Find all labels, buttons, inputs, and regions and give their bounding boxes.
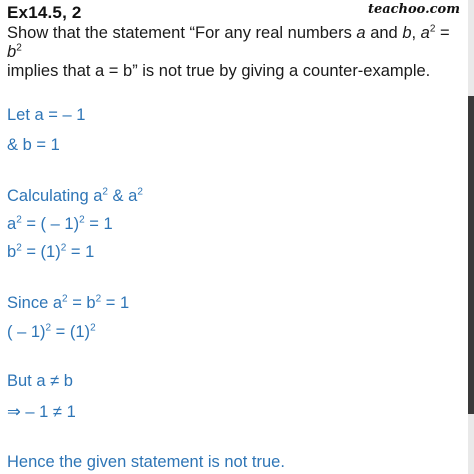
- exercise-title: Ex14.5, 2: [7, 3, 82, 22]
- conclusion-line: Hence the given statement is not true.: [7, 453, 285, 471]
- a-squared-line: $a^2$ = ( – 1)$^2$ = 1: [7, 214, 113, 233]
- and-b-line: & b = 1: [7, 136, 60, 154]
- but-line: But a ≠ b: [7, 372, 73, 390]
- b-squared-line: $b^2 = (1)^2 = 1$: [7, 242, 95, 261]
- scrollbar-thumb[interactable]: [468, 96, 474, 414]
- implies-line: ⇒ – 1 ≠ 1: [7, 403, 76, 421]
- since-line: Since $a^2 = b^2 = 1$: [7, 293, 130, 312]
- neg-squared-line: ( – $1)^2 = (1)^2$: [7, 322, 96, 341]
- question-text: Show that the statement “For any real numbers a and b, $a^2 = b^2$ implies that a = b” is not true by giving a counter-example.: [7, 23, 450, 80]
- scrollbar-track[interactable]: [468, 0, 474, 474]
- calculating-line: Calculating $a^2$ & $a^2$: [7, 186, 143, 205]
- let-a-line: Let a = – 1: [7, 106, 86, 124]
- brand-watermark: teachoo.com: [367, 2, 460, 17]
